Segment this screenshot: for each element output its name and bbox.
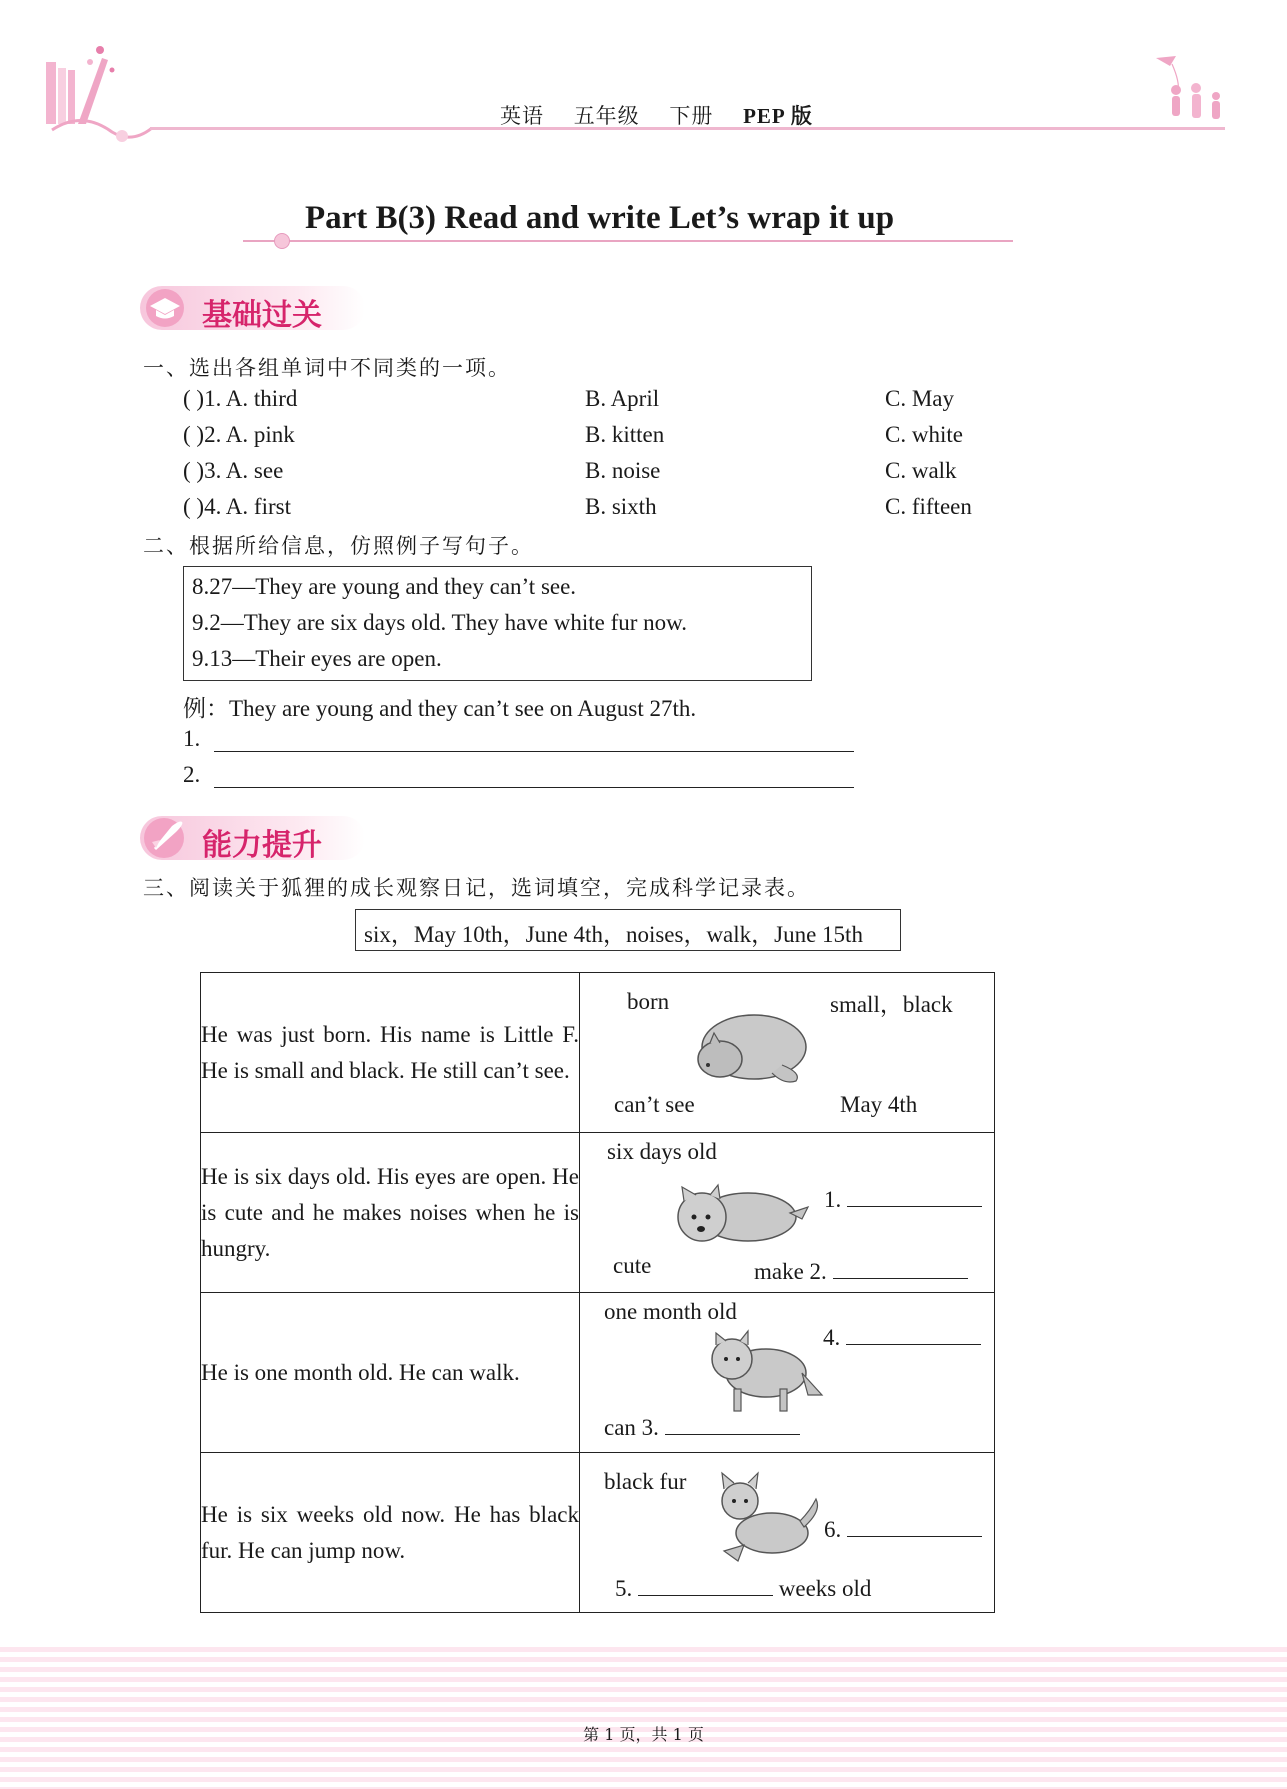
kids-kite-icon	[1150, 52, 1230, 132]
row1-label-date: May 4th	[840, 1092, 918, 1117]
q3-record-table	[200, 972, 995, 1613]
row2-label-six-days: six days old	[607, 1139, 717, 1164]
answer-blank-2[interactable]	[833, 1260, 968, 1279]
answer-blank-4[interactable]	[846, 1326, 981, 1345]
row3-label-3-text: can 3.	[604, 1415, 659, 1440]
q1-item-4-c: C. fifteen	[885, 494, 972, 519]
q2-info-2: 9.2—They are six days old. They have white fur now.	[192, 610, 688, 635]
row3-desc: He is one month old. He can walk.	[201, 1293, 580, 1453]
q1-item-1-b: B. April	[585, 386, 660, 411]
rocket-icon	[142, 814, 188, 865]
q2-answer-2-line[interactable]	[214, 787, 854, 788]
one-month-fox-image	[704, 1329, 824, 1422]
row1-desc: He was just born. His name is Little F. He is small and black. He still can’t see.	[201, 973, 580, 1133]
row3-label-one-month: one month old	[604, 1299, 737, 1324]
q1-item-3-c: C. walk	[885, 458, 957, 483]
table-row	[201, 1133, 995, 1293]
q2-info-3: 9.13—Their eyes are open.	[192, 646, 442, 671]
footer-band	[0, 1647, 1287, 1789]
header-grade: 五年级	[573, 104, 640, 128]
page-number: 第 1 页，共 1 页	[583, 1725, 704, 1744]
row2-desc: He is six days old. His eyes are open. He is cute and he makes noises when he is hungry.	[201, 1133, 580, 1293]
row3-label-4-num: 4.	[823, 1325, 841, 1350]
row3-label-blank-4	[823, 1325, 981, 1351]
q1-item-3-a: ( )3. A. see	[183, 458, 284, 483]
q2-heading: 二、根据所给信息，仿照例子写句子。	[143, 534, 534, 558]
header-logo	[42, 40, 162, 150]
row2-label-blank-2	[754, 1259, 968, 1285]
title-underline	[243, 240, 1013, 242]
q2-answer-1-label: 1.	[183, 726, 201, 751]
q1-item-4-b: B. sixth	[585, 494, 657, 519]
six-week-fox-image	[714, 1471, 826, 1576]
section2-heading: 能力提升	[202, 828, 322, 863]
row2-label-2-text: make 2.	[754, 1259, 827, 1284]
row4-label-blank-5	[615, 1576, 871, 1602]
row2-pic	[580, 1133, 995, 1293]
row4-label-blank-6	[824, 1517, 982, 1543]
table-row	[201, 973, 995, 1133]
row4-label-5-num: 5.	[615, 1576, 633, 1601]
answer-blank-1[interactable]	[847, 1188, 982, 1207]
q1-item-2-b: B. kitten	[585, 422, 665, 447]
row3-pic	[580, 1293, 995, 1453]
row4-label-black-fur: black fur	[604, 1469, 687, 1494]
q1-item-3-b: B. noise	[585, 458, 661, 483]
row4-desc: He is six weeks old now. He has black fur. He can jump now.	[201, 1453, 580, 1613]
answer-blank-6[interactable]	[847, 1518, 982, 1537]
newborn-fox-image	[692, 1003, 812, 1094]
table-row	[201, 1453, 995, 1613]
header-edition: PEP 版	[743, 104, 813, 128]
six-day-fox-image	[670, 1177, 810, 1258]
q2-example: 例：They are young and they can’t see on August 27th.	[183, 696, 697, 721]
q1-item-4-a: ( )4. A. first	[183, 494, 291, 519]
header-subject: 英语	[500, 104, 544, 128]
answer-blank-5[interactable]	[638, 1577, 773, 1596]
section1-heading: 基础过关	[202, 298, 322, 333]
row2-label-1-num: 1.	[824, 1187, 842, 1212]
graduation-cap-icon	[144, 288, 186, 333]
title-dot	[274, 233, 290, 249]
row1-label-small-black: small，black	[830, 992, 953, 1017]
q2-answer-2-label: 2.	[183, 762, 201, 787]
q3-word-bank-text: six，May 10th，June 4th，noises，walk，June 15th	[364, 922, 863, 947]
table-row	[201, 1293, 995, 1453]
page-title: Part B(3) Read and write Let’s wrap it up	[305, 200, 895, 236]
row1-label-born: born	[627, 989, 670, 1014]
q3-heading: 三、阅读关于狐狸的成长观察日记，选词填空，完成科学记录表。	[143, 876, 810, 900]
row1-pic	[580, 973, 995, 1133]
q1-item-1-a: ( )1. A. third	[183, 386, 298, 411]
row4-label-weeks-old: weeks old	[778, 1576, 872, 1601]
header-text	[500, 100, 813, 130]
q1-item-1-c: C. May	[885, 386, 954, 411]
row4-pic	[580, 1453, 995, 1613]
row2-label-blank-1	[824, 1187, 982, 1213]
row4-label-6-num: 6.	[824, 1517, 842, 1542]
row1-label-cant-see: can’t see	[614, 1092, 695, 1117]
q1-heading: 一、选出各组单词中不同类的一项。	[143, 356, 511, 380]
q2-info-1: 8.27—They are young and they can’t see.	[192, 574, 577, 599]
q1-item-2-a: ( )2. A. pink	[183, 422, 295, 447]
q1-item-2-c: C. white	[885, 422, 963, 447]
row2-label-cute: cute	[613, 1253, 652, 1278]
header-volume: 下册	[669, 104, 714, 128]
q2-answer-1-line[interactable]	[214, 751, 854, 752]
